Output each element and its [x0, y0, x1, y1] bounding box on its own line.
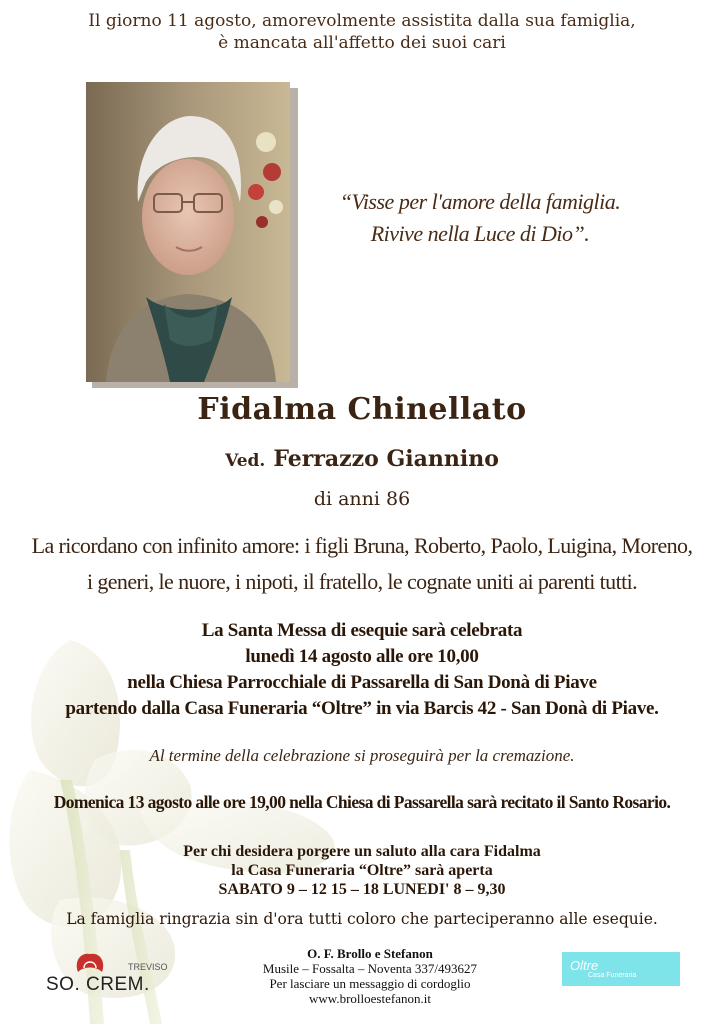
- memorial-quote: [330, 186, 630, 250]
- family-thanks: La famiglia ringrazia sin d'ora tutti coloro che parteciperanno alle esequie.: [66, 910, 658, 928]
- socrem-brand: SO. CREM.: [46, 974, 150, 995]
- remembered-by: [0, 528, 724, 600]
- funeral-mass-details: [0, 618, 724, 722]
- widow-of: [0, 446, 724, 472]
- death-announcement: [0, 10, 724, 54]
- agency-name: O. F. Brollo e Stefanon: [307, 946, 433, 961]
- oltre-wordmark: Oltre: [570, 958, 599, 973]
- deceased-name: Fidalma Chinellato: [197, 392, 527, 427]
- oltre-subtitle: Casa Funeraria: [588, 972, 637, 979]
- widow-prefix: Ved.: [225, 451, 266, 471]
- socrem-logo: [40, 948, 180, 998]
- remembered-line-1: La ricordano con infinito amore: i figli Bruna, Roberto, Paolo, Luigina, Moreno,: [31, 533, 693, 558]
- rosary-note: Domenica 13 agosto alle ore 19,00 nella Chiesa di Passarella sarà recitato il Santo Rosario.: [53, 792, 671, 812]
- visit-line-2: la Casa Funeraria “Oltre” sarà aperta: [231, 862, 493, 879]
- spouse-name: Ferrazzo Giannino: [273, 446, 499, 472]
- cremation-note: Al termine della celebrazione si proseguirà per la cremazione.: [149, 746, 575, 765]
- agency-website[interactable]: www.brolloestefanon.it: [309, 991, 431, 1006]
- announcement-line-2: è mancata all'affetto dei suoi cari: [218, 33, 506, 53]
- agency-locations: Musile – Fossalta – Noventa 337/493627: [262, 961, 478, 976]
- announcement-line-1: Il giorno 11 agosto, amorevolmente assistita dalla sua famiglia,: [88, 11, 636, 31]
- mass-line-1: La Santa Messa di esequie sarà celebrata: [201, 620, 523, 641]
- quote-line-1: “Visse per l'amore della famiglia.: [339, 189, 621, 214]
- funeral-agency-info: [210, 946, 530, 1006]
- visit-line-1: Per chi desidera porgere un saluto alla cara Fidalma: [183, 843, 541, 860]
- portrait-photo: [86, 82, 290, 382]
- visiting-hours: [0, 842, 724, 899]
- mass-line-2: lunedì 14 agosto alle ore 10,00: [245, 646, 479, 667]
- age: di anni 86: [313, 488, 411, 510]
- oltre-logo: [562, 952, 680, 986]
- socrem-city: TREVISO: [128, 962, 168, 972]
- condolence-message: Per lasciare un messaggio di cordoglio: [269, 976, 471, 991]
- mass-line-4: partendo dalla Casa Funeraria “Oltre” in via Barcis 42 - San Donà di Piave.: [65, 698, 659, 719]
- remembered-line-2: i generi, le nuore, i nipoti, il fratello, le cognate uniti ai parenti tutti.: [86, 569, 638, 594]
- visit-line-3: SABATO 9 – 12 15 – 18 LUNEDI' 8 – 9,30: [218, 881, 506, 898]
- mass-line-3: nella Chiesa Parrocchiale di Passarella di San Donà di Piave: [127, 672, 597, 693]
- quote-line-2: Rivive nella Luce di Dio”.: [370, 221, 590, 246]
- portrait-image: [86, 82, 290, 382]
